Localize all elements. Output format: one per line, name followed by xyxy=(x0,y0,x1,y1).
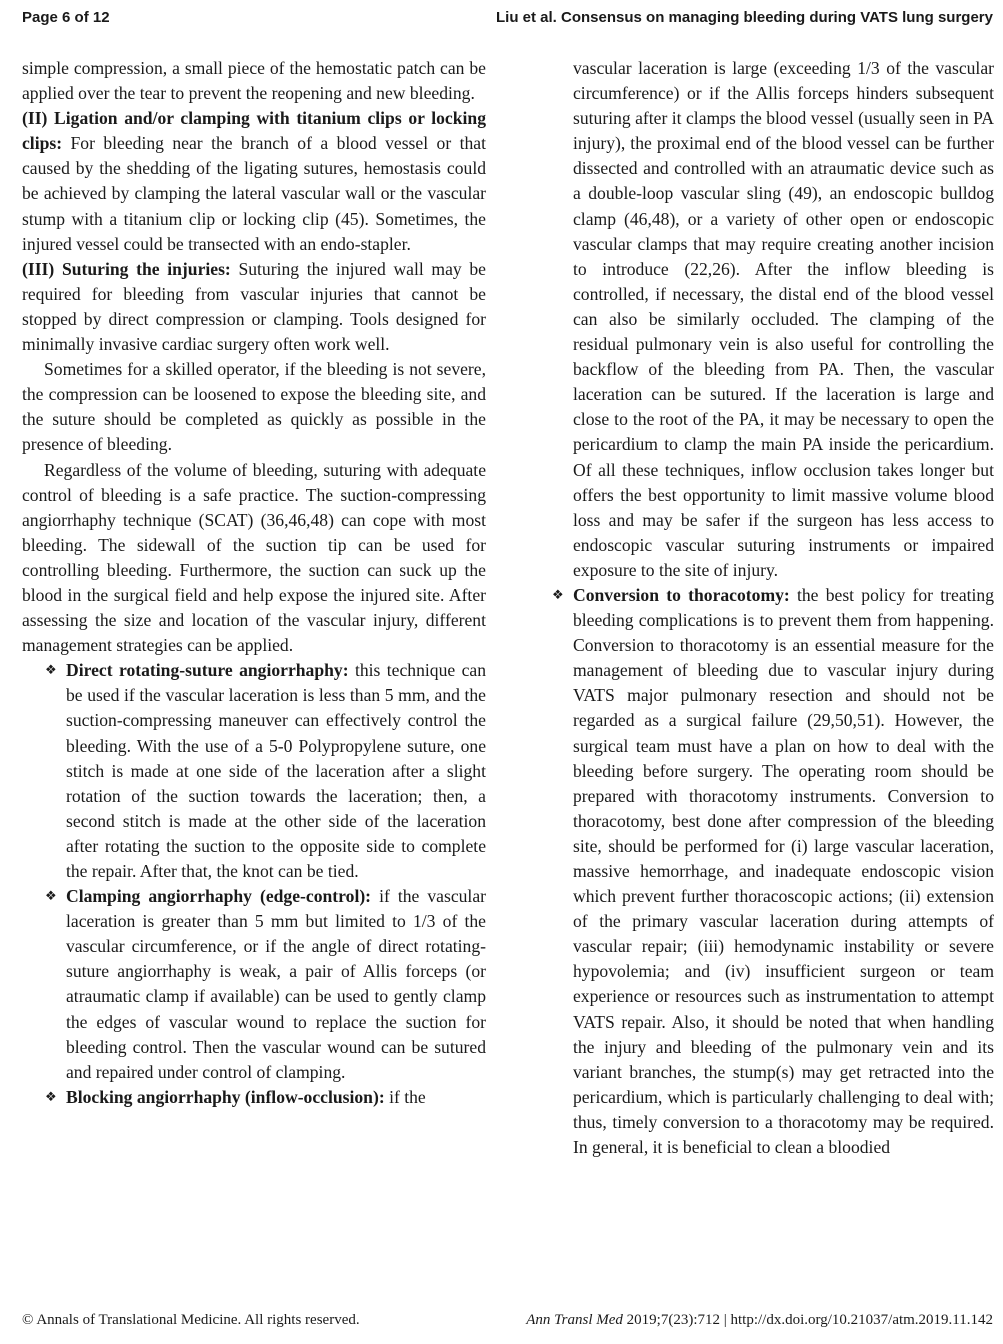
bullet-list xyxy=(22,658,486,1110)
paragraph: Sometimes for a skilled operator, if the bleeding is not severe, the compression can be loosened to expose the bleeding site, and the suture should be completed as quickly as possible in the presence of bleeding. xyxy=(22,359,486,455)
diamond-bullet-icon: ❖ xyxy=(45,663,57,679)
diamond-bullet-icon: ❖ xyxy=(45,1089,57,1105)
paragraph: vascular laceration is large (exceeding 1/3 of the vascular circumference) or if the Allis forceps hinders subsequent suturing after it clamps the blood vessel (usually seen in PA injury), the proximal end of the blood vessel can be further dissected and controlled with an atraumatic device such as a double-loop vascular sling (49), an endoscopic bulldog clamp (46,48), or a variety of other open or endoscopic vascular clamps that may require creating another incision to introduce (22,26). After the inflow bleeding is controlled, if necessary, the distal end of the blood vessel can also be similarly occluded. The clamping of the residual pulmonary vein is also useful for controlling the backflow of the bleeding from PA. Then, the vascular laceration can be sutured. If the laceration is large and close to the root of the PA, it may be necessary to open the pericardium to clamp the main PA inside the pericardium. Of all these techniques, inflow occlusion takes longer but offers the best opportunity to limit massive volume blood loss and may be safer if the surgeon has less access to endoscopic vascular suturing instruments or impaired exposure to the site of injury. xyxy=(573,58,994,580)
list-item: ❖ Conversion to thoracotomy: the best policy for treating bleeding complications is to prevent them from happening. Conversion to thoracotomy is an essential measure for the management of bleeding due to vascular injury during VATS major pulmonary resection and should not be regarded as a surgical failure (29,50,51). However, the surgical team must have a plan on how to deal with the bleeding before surgery. The operating room should be prepared with thoracotomy instruments. Conversion to thoracotomy, best done after compression of the bleeding site, should be performed for (i) large vascular laceration, massive hemorrhage, and inadequate endoscopic vision which prevent further thoracoscopic actions; (ii) extension of the primary vascular laceration during attempts of vascular repair; (iii) hemodynamic instability or severe hypovolemia; and (iv) insufficient surgeon or team experience or resources such as instrumentation to attempt VATS repair. Also, it should be noted that when handling the injury and bleeding of the pulmonary vein and its variant branches, the stump(s) may get retracted into the pericardium, which is particularly challenging to deal with; thus, timely conversion to a thoracotomy may be required. In general, it is beneficial to clean a bloodied xyxy=(552,584,994,1158)
paragraph: (III) Suturing the injuries: Suturing the injured wall may be required for bleeding from vascular injuries that cannot be stopped by direct compression or clamping. Tools designed for minimally invasive cardiac surgery often work well. xyxy=(22,258,486,355)
left-column xyxy=(22,56,486,1110)
list-item: ❖ Direct rotating-suture angiorrhaphy: this technique can be used if the vascular laceration is less than 5 mm, and the suction-compressing maneuver can effectively control the bleeding. With the use of a 5-0 Polypropylene suture, one stitch is made at one side of the laceration after a slight rotation of the suction towards the laceration; then, a second stitch is made at the other side of the laceration after rotating the suction to the opposite side to complete the repair. After that, the knot can be tied. xyxy=(45,660,486,881)
journal-name: Ann Transl Med xyxy=(526,1312,623,1328)
citation-details: 2019;7(23):712 | http://dx.doi.org/10.21037/atm.2019.11.142 xyxy=(622,1312,993,1328)
citation xyxy=(526,1312,993,1329)
section-heading: (II) Ligation and/or clamping with titanium clips or locking clips: xyxy=(22,108,486,154)
section-heading: (III) Suturing the injuries: xyxy=(22,258,231,279)
paragraph: (II) Ligation and/or clamping with titanium clips or locking clips: For bleeding near the branch of a blood vessel or that caused by the shedding of the ligating sutures, hemostasis could be achieved by clamping the lateral vascular wall or the vascular stump with a titanium clip or locking clip (45). Sometimes, the injured vessel could be transected with an endo-stapler. xyxy=(22,108,486,254)
paragraph: simple compression, a small piece of the hemostatic patch can be applied over the tear to prevent the reopening and new bleeding. xyxy=(22,58,486,104)
diamond-bullet-icon: ❖ xyxy=(552,587,564,603)
copyright-notice: © Annals of Translational Medicine. All rights reserved. xyxy=(22,1312,360,1328)
page-header-left: Page 6 of 12 xyxy=(22,9,110,26)
running-title: Liu et al. Consensus on managing bleeding during VATS lung surgery xyxy=(496,9,993,26)
bullet-list xyxy=(552,583,994,1160)
paragraph: Regardless of the volume of bleeding, suturing with adequate control of bleeding is a safe practice. The suction-compressing angiorrhaphy technique (SCAT) (36,46,48) can cope with most bleeding. The sidewall of the suction tip can be used for controlling bleeding. Furthermore, the suction can suck up the blood in the surgical field and help expose the injured site. After assessing the size and location of the vascular injury, different management strategies can be applied. xyxy=(22,459,486,656)
list-item: ❖ Blocking angiorrhaphy (inflow-occlusion): if the xyxy=(66,1085,486,1110)
right-column xyxy=(552,56,994,1160)
list-item: ❖ Clamping angiorrhaphy (edge-control): if the vascular laceration is greater than 5 mm but limited to 1/3 of the vascular circumference, or if the angle of direct rotating-suture angiorrhaphy is weak, a pair of Allis forceps (or atraumatic clamp if available) can be used to gently clamp the edges of vascular wound to replace the suction for bleeding control. Then the vascular wound can be sutured and repaired under control of clamping. xyxy=(45,886,486,1082)
diamond-bullet-icon: ❖ xyxy=(45,889,57,905)
